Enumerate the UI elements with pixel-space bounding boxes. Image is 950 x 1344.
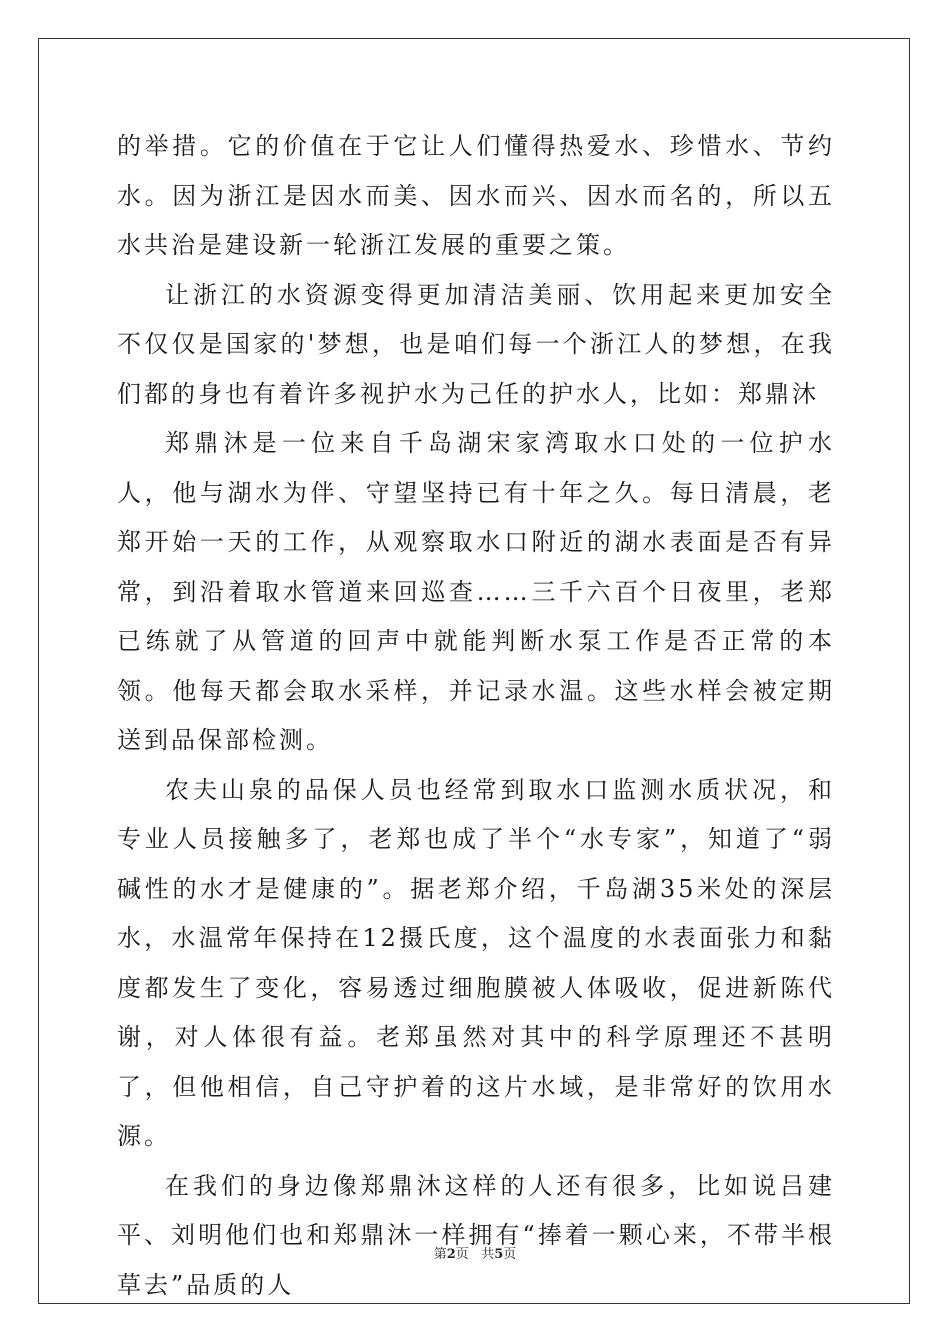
page-prefix: 第 — [433, 1247, 447, 1262]
total-suffix: 页 — [503, 1247, 517, 1262]
page-footer — [0, 1246, 950, 1264]
total-prefix: 共 — [481, 1247, 495, 1262]
paragraph-1: 的举措。它的价值在于它让人们懂得热爱水、珍惜水、节约水。因为浙江是因水而美、因水而兴、因水而名的，所以五水共治是建设新一轮浙江发展的重要之策。 — [117, 132, 835, 259]
page-number: 2 — [446, 1247, 456, 1262]
total-pages: 5 — [494, 1247, 504, 1262]
paragraph-3: 郑鼎沐是一位来自千岛湖宋家湾取水口处的一位护水人，他与湖水为伴、守望坚持已有十年之久。每日清晨，老郑开始一天的工作，从观察取水口附近的湖水表面是否有异常，到沿着取水管道来回巡查……三千六百个日夜里，老郑已练就了从管道的回声中就能判断水泵工作是否正常的本领。他每天都会取水采样，并记录水温。这些水样会被定期送到品保部检测。 — [117, 429, 835, 754]
paragraph-5: 在我们的身边像郑鼎沐这样的人还有很多，比如说吕建平、刘明他们也和郑鼎沐一样拥有“捧着一颗心来，不带半根草去”品质的人 — [117, 1171, 835, 1299]
document-body — [117, 122, 835, 1310]
paragraph-4: 农夫山泉的品保人员也经常到取水口监测水质状况，和专业人员接触多了，老郑也成了半个“水专家”，知道了“弱碱性的水才是健康的”。据老郑介绍，千岛湖35米处的深层水，水温常年保持在12摄氏度，这个温度的水表面张力和黏度都发生了变化，容易透过细胞膜被人体吸收，促进新陈代谢，对人体很有益。老郑虽然对其中的科学原理还不甚明了，但他相信，自己守护着的这片水域，是非常好的饮用水源。 — [117, 775, 835, 1150]
page-suffix: 页 — [455, 1247, 469, 1262]
paragraph-2: 让浙江的水资源变得更加清洁美丽、饮用起来更加安全不仅仅是国家的'梦想，也是咱们每一个浙江人的梦想，在我们都的身也有着许多视护水为己任的护水人，比如：郑鼎沐 — [117, 280, 835, 408]
